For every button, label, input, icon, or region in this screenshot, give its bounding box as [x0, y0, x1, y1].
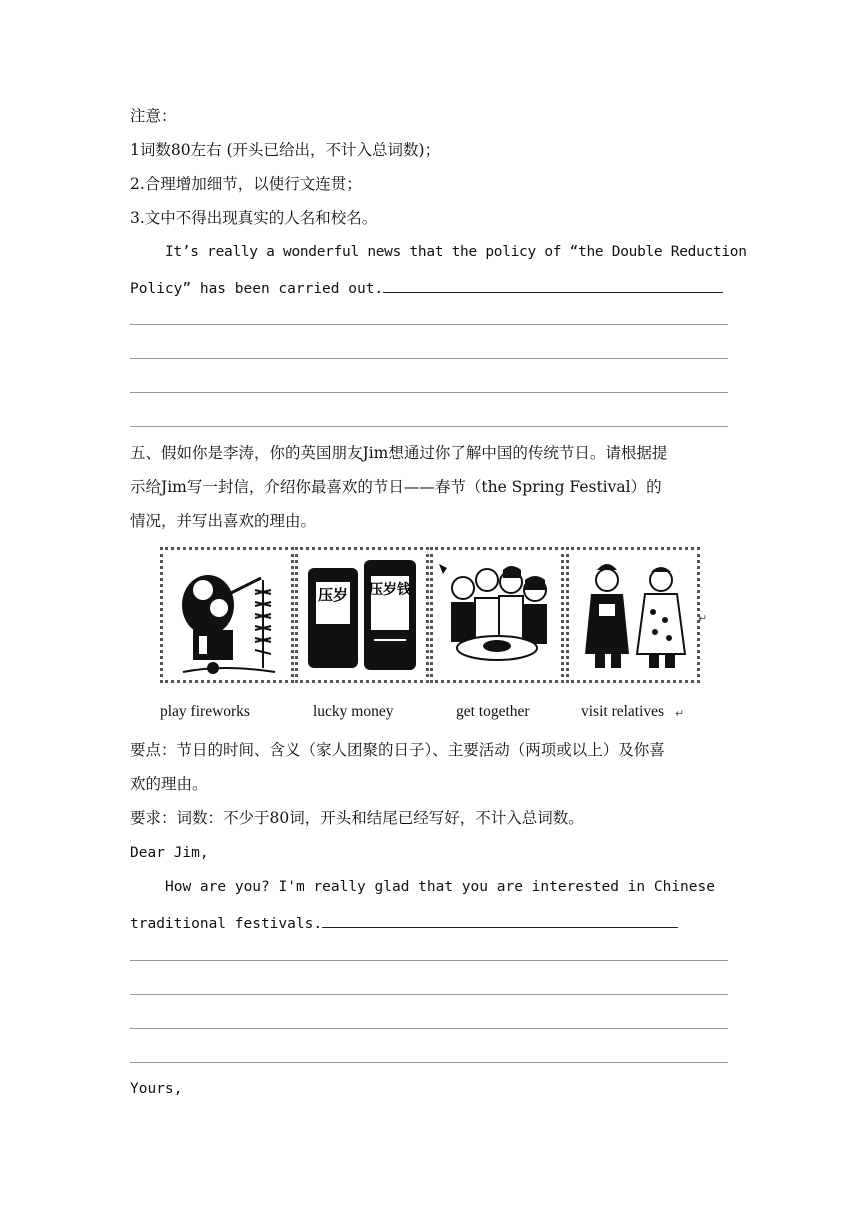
notes-item-2: 2.合理增加细节，以使行文连贯； — [130, 175, 362, 193]
essay1-opening-line-2: Policy” has been carried out. — [130, 281, 384, 297]
letter-opening-line-1: How are you? I'm really glad that you are interested in Chinese — [165, 879, 715, 895]
notes-title: 注意： — [130, 107, 177, 125]
red-envelope-picture — [295, 547, 429, 683]
essay1-answer-blank[interactable] — [383, 276, 723, 293]
letter-writing-line[interactable] — [130, 1062, 728, 1063]
essay1-writing-line[interactable] — [130, 324, 728, 325]
caption-play-fireworks: play fireworks — [160, 703, 250, 720]
essay1-writing-line[interactable] — [130, 392, 728, 393]
section5-prompt-line-3: 情况，并写出喜欢的理由。 — [130, 512, 317, 530]
notes-item-3: 3.文中不得出现真实的人名和校名。 — [130, 209, 378, 227]
essay1-opening-line-2-row — [130, 276, 723, 299]
points-line-2: 欢的理由。 — [130, 775, 208, 793]
envelope-text-left: 压岁 — [317, 586, 349, 604]
caption-lucky-money: lucky money — [313, 703, 394, 720]
fireworks-picture — [160, 547, 294, 683]
caption-get-together: get together — [456, 703, 530, 720]
letter-opening-line-2-row — [130, 911, 678, 934]
visiting-relatives-picture — [566, 547, 700, 683]
essay1-writing-line[interactable] — [130, 426, 728, 427]
letter-writing-line[interactable] — [130, 994, 728, 995]
letter-answer-blank[interactable] — [322, 911, 678, 928]
caption-visit-relatives: visit relatives — [581, 703, 665, 720]
return-mark-icon: ↵ — [698, 612, 708, 625]
letter-writing-line[interactable] — [130, 960, 728, 961]
return-mark-icon: ↵ — [675, 707, 685, 720]
section5-prompt-line-2: 示给Jim写一封信，介绍你最喜欢的节日——春节（the Spring Festival）的 — [130, 478, 662, 496]
letter-opening-line-2: traditional festivals. — [130, 916, 323, 932]
family-gathering-picture — [430, 547, 564, 683]
envelope-text-right: 压岁钱 — [369, 582, 411, 598]
essay1-opening-line-1: It’s really a wonderful news that the policy of “the Double Reduction — [165, 244, 747, 260]
letter-salutation: Dear Jim, — [130, 845, 209, 861]
section5-prompt-line-1: 五、假如你是李涛，你的英国朋友Jim想通过你了解中国的传统节日。请根据提 — [130, 444, 668, 462]
requirement-text: 要求：词数：不少于80词，开头和结尾已经写好，不计入总词数。 — [130, 809, 584, 827]
essay1-writing-line[interactable] — [130, 358, 728, 359]
letter-closing: Yours, — [130, 1081, 183, 1097]
letter-writing-line[interactable] — [130, 1028, 728, 1029]
notes-item-1: 1词数80左右 (开头已给出，不计入总词数)； — [130, 141, 441, 159]
points-line-1: 要点：节日的时间、含义（家人团聚的日子）、主要活动（两项或以上）及你喜 — [130, 741, 665, 759]
